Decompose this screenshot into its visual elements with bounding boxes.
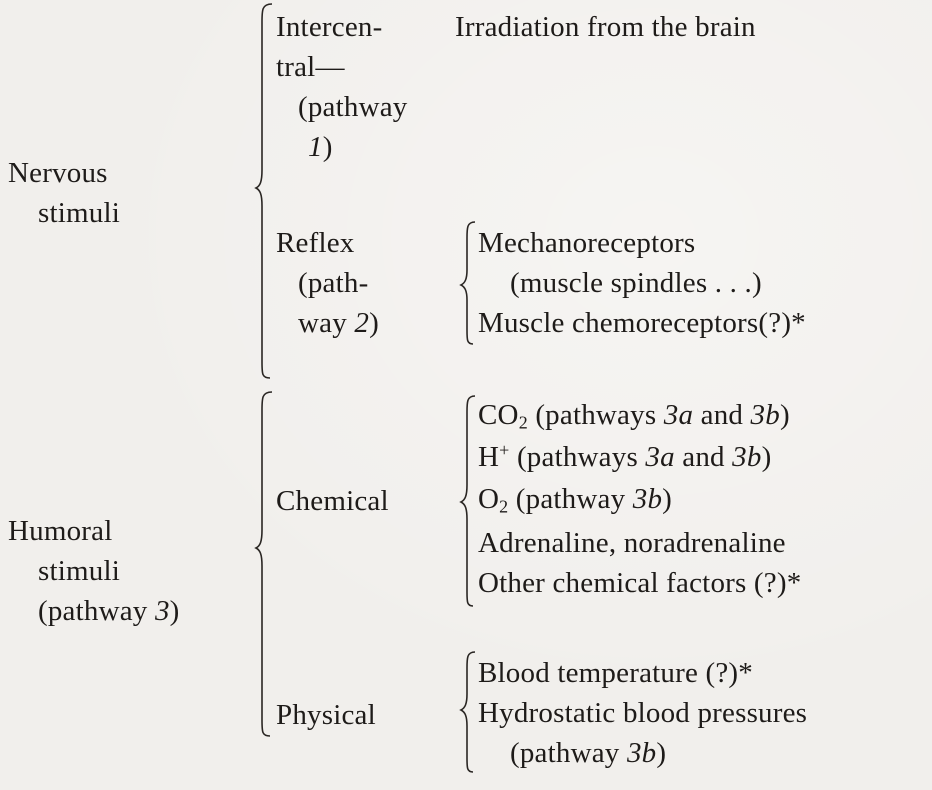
co2-joiner: and bbox=[693, 399, 751, 431]
o2-pathway: 3b bbox=[632, 483, 663, 515]
hydrostatic-pathway-number: 3b bbox=[626, 737, 657, 769]
o2-subscript: 2 bbox=[499, 496, 509, 517]
physical-brace bbox=[461, 652, 475, 772]
humoral-label-line1: Humoral bbox=[8, 515, 113, 547]
reflex-brace bbox=[461, 222, 475, 344]
h-symbol: H bbox=[478, 441, 500, 473]
h-close: ) bbox=[761, 441, 772, 473]
humoral-pathway-prefix: (pathway bbox=[38, 595, 155, 627]
reflex-item-2: (muscle spindles . . .) bbox=[510, 267, 762, 299]
intercentral-label-line2: tral— bbox=[276, 51, 345, 83]
nervous-label-line2: stimuli bbox=[38, 197, 120, 229]
reflex-item-3: Muscle chemoreceptors(?)* bbox=[478, 307, 806, 339]
chemical-co2-line bbox=[478, 398, 790, 433]
reflex-item-1: Mechanoreceptors bbox=[478, 227, 696, 259]
reflex-way-prefix: way bbox=[298, 307, 355, 339]
o2-close: ) bbox=[662, 483, 673, 515]
reflex-label-line3 bbox=[298, 306, 379, 341]
nervous-label-line1: Nervous bbox=[8, 157, 108, 189]
co2-text-prefix: (pathways bbox=[527, 399, 664, 431]
h-pathway-b: 3b bbox=[732, 441, 762, 473]
physical-label: Physical bbox=[276, 699, 376, 731]
reflex-pathway-close: ) bbox=[369, 307, 379, 339]
co2-pathway-b: 3b bbox=[750, 399, 780, 431]
hydrostatic-pathway-close: ) bbox=[656, 737, 667, 769]
physical-hydrostatic-line: Hydrostatic blood pressures bbox=[478, 697, 808, 729]
chemical-adrenaline-line: Adrenaline, noradrenaline bbox=[478, 527, 786, 559]
chemical-h-plus-line bbox=[478, 440, 771, 475]
humoral-label-line2: stimuli bbox=[38, 555, 120, 587]
intercentral-pathway bbox=[308, 130, 333, 165]
h-text-prefix: (pathways bbox=[509, 441, 646, 473]
chemical-o2-line bbox=[478, 482, 672, 517]
intercentral-label-line3: (pathway bbox=[298, 91, 408, 123]
humoral-brace bbox=[256, 392, 272, 736]
chemical-label: Chemical bbox=[276, 485, 389, 517]
h-pathway-a: 3a bbox=[645, 441, 675, 473]
co2-pathway-a: 3a bbox=[663, 399, 694, 431]
intercentral-pathway-number: 1 bbox=[308, 131, 323, 163]
co2-subscript: 2 bbox=[518, 412, 528, 433]
intercentral-description: Irradiation from the brain bbox=[455, 11, 756, 43]
chemical-brace bbox=[461, 396, 475, 606]
o2-formula: O bbox=[478, 483, 500, 515]
chemical-other-line: Other chemical factors (?)* bbox=[478, 567, 802, 599]
co2-close: ) bbox=[779, 399, 790, 431]
nervous-brace bbox=[256, 4, 272, 378]
reflex-label-line2: (path- bbox=[298, 267, 369, 299]
humoral-label-line3 bbox=[38, 594, 180, 629]
physical-hydrostatic-pathway bbox=[510, 736, 666, 771]
o2-text-prefix: (pathway bbox=[508, 483, 633, 515]
hydrostatic-pathway-prefix: (pathway bbox=[510, 737, 627, 769]
physical-blood-temperature-line: Blood temperature (?)* bbox=[478, 657, 753, 689]
reflex-pathway-number: 2 bbox=[354, 307, 370, 339]
humoral-pathway-number: 3 bbox=[154, 595, 170, 627]
humoral-pathway-close: ) bbox=[169, 595, 180, 627]
intercentral-pathway-close: ) bbox=[322, 131, 333, 163]
h-superscript: + bbox=[499, 440, 510, 461]
co2-formula: CO bbox=[478, 399, 519, 431]
reflex-label-line1: Reflex bbox=[276, 227, 355, 259]
intercentral-label-line1: Intercen- bbox=[276, 11, 383, 43]
h-joiner: and bbox=[674, 441, 733, 473]
